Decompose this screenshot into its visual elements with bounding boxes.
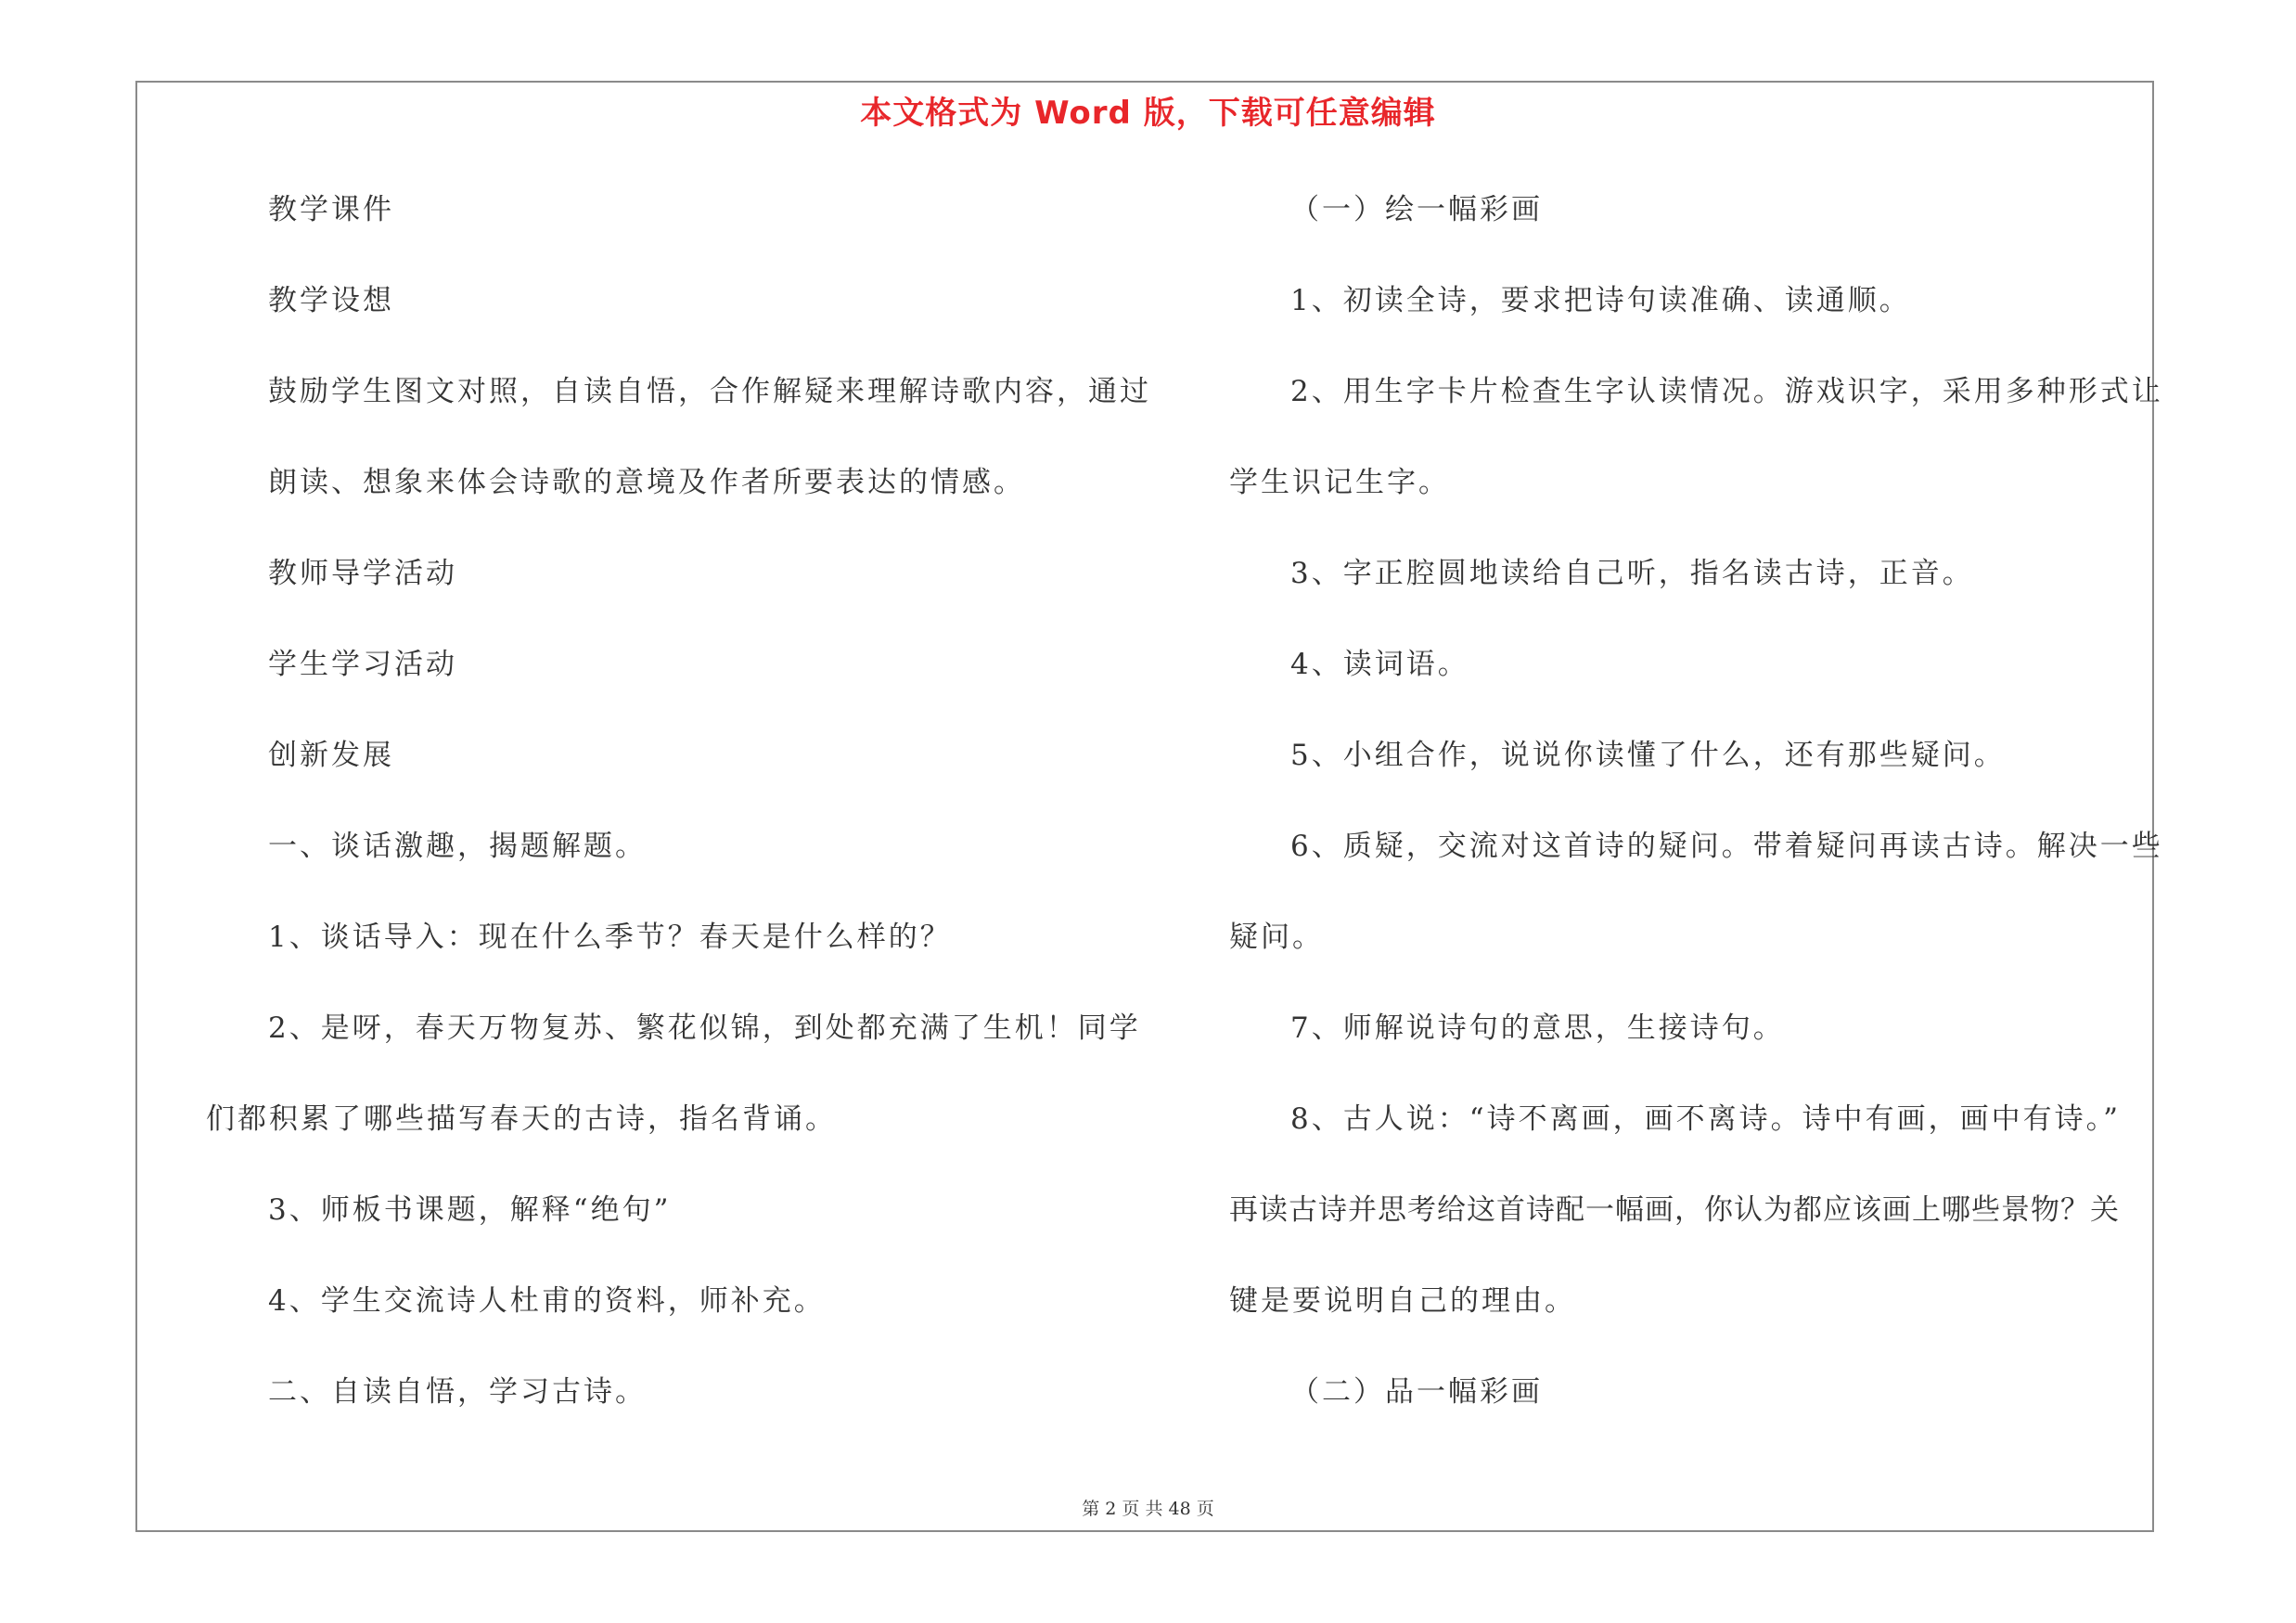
left-line-2: 教学设想 [268,284,394,317]
left-line-8: 一、谈话激趣，揭题解题。 [268,830,647,863]
right-line-5: 3、字正腔圆地读给自己听，指名读古诗，正音。 [1290,557,1974,590]
left-line-4: 朗读、想象来体会诗歌的意境及作者所要表达的情感。 [268,466,1025,499]
left-line-3: 鼓励学生图文对照，自读自悟，合作解疑来理解诗歌内容，通过 [268,375,1151,408]
left-line-10: 2、是呀，春天万物复苏、繁花似锦，到处都充满了生机！同学 [268,1011,1141,1045]
left-line-14: 二、自读自悟，学习古诗。 [268,1375,647,1409]
right-line-14: （二）品一幅彩画 [1290,1375,1543,1409]
right-line-4: 学生识记生字。 [1229,466,1450,499]
right-line-1: （一）绘一幅彩画 [1290,193,1543,226]
right-line-10: 7、师解说诗句的意思，生接诗句。 [1290,1011,1785,1045]
right-line-11: 8、古人说：“诗不离画，画不离诗。诗中有画，画中有诗。” [1290,1102,2121,1136]
left-line-6: 学生学习活动 [268,648,457,681]
right-line-3: 2、用生字卡片检查生字认读情况。游戏识字，采用多种形式让 [1290,375,2163,408]
format-banner: 本文格式为 Word 版，下载可任意编辑 [860,95,1436,132]
right-line-9: 疑问。 [1229,921,1324,954]
left-line-1: 教学课件 [268,193,394,226]
right-line-12: 再读古诗并思考给这首诗配一幅画，你认为都应该画上哪些景物？关 [1229,1193,2120,1227]
left-line-9: 1、谈话导入：现在什么季节？春天是什么样的？ [268,921,952,954]
right-line-7: 5、小组合作，说说你读懂了什么，还有那些疑问。 [1290,739,2006,772]
left-line-12: 3、师板书课题，解释“绝句” [268,1193,672,1227]
right-line-8: 6、质疑，交流对这首诗的疑问。带着疑问再读古诗。解决一些 [1290,830,2163,863]
left-line-13: 4、学生交流诗人杜甫的资料，师补充。 [268,1284,826,1318]
left-line-11: 们都积累了哪些描写春天的古诗，指名背诵。 [206,1102,837,1136]
left-line-7: 创新发展 [268,739,394,772]
page-footer: 第 2 页 共 48 页 [1082,1499,1214,1519]
right-line-2: 1、初读全诗，要求把诗句读准确、读通顺。 [1290,284,1911,317]
right-line-13: 键是要说明自己的理由。 [1229,1284,1576,1318]
left-line-5: 教师导学活动 [268,557,457,590]
right-line-6: 4、读词语。 [1290,648,1469,681]
